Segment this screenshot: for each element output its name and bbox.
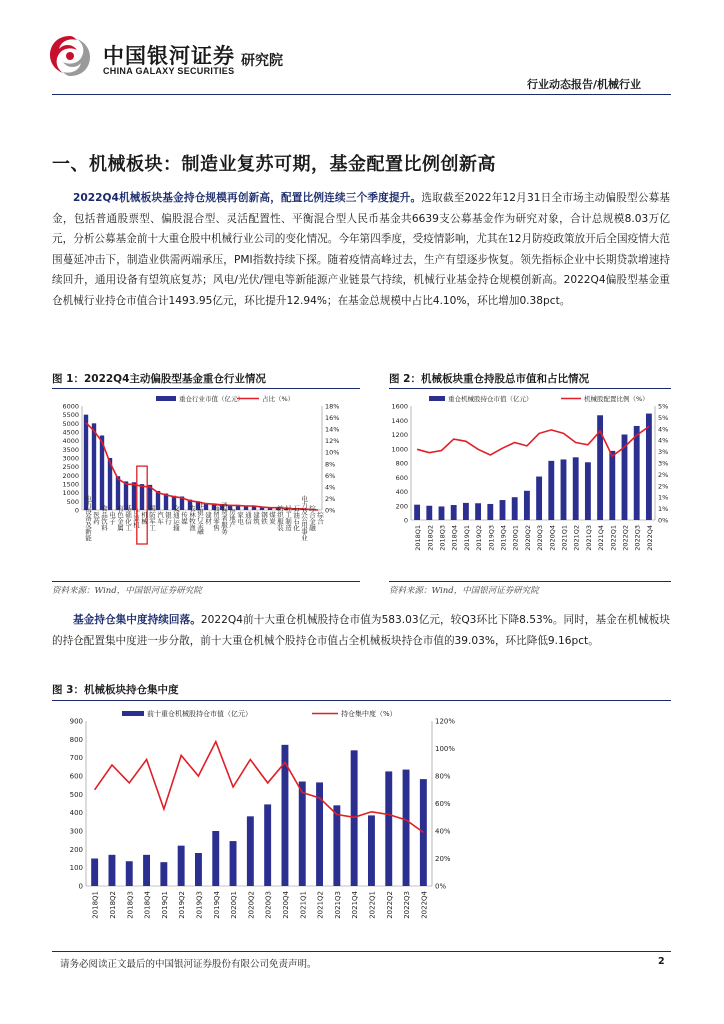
figure-3-title: 图 3：机械板块持仓集中度: [52, 684, 179, 696]
x-tick-label: 2018Q3: [438, 525, 447, 551]
y-tick-label-right: 16%: [325, 414, 340, 423]
figure-1-rule: [52, 388, 360, 389]
x-tick-label: 基础化工: [124, 505, 132, 531]
x-tick-label: 2022Q3: [633, 525, 642, 551]
bar: [463, 503, 469, 520]
bar: [108, 855, 115, 886]
y-tick-label-left: 3000: [62, 454, 79, 463]
paragraph-1: [52, 188, 670, 311]
x-tick-label: 交通运输: [172, 505, 180, 531]
bar: [160, 862, 167, 886]
x-tick-label: 2021Q3: [584, 525, 593, 551]
x-tick-label: 2021Q3: [333, 891, 342, 919]
x-tick-label: 机械: [140, 511, 148, 525]
y-tick-label-left: 500: [69, 790, 83, 799]
y-tick-label-left: 400: [395, 488, 408, 496]
y-tick-label-left: 700: [69, 754, 83, 763]
x-tick-label: 2020Q3: [264, 891, 273, 919]
x-tick-label: 国防军工: [148, 505, 156, 531]
y-tick-label-right: 120%: [435, 717, 456, 726]
company-logo-mark: [47, 33, 93, 79]
bar: [609, 451, 615, 520]
bar: [414, 505, 420, 520]
x-tick-label: 钢铁: [260, 511, 268, 525]
bar: [487, 504, 493, 520]
y-tick-label-left: 5500: [62, 411, 79, 420]
x-tick-label: 2019Q2: [475, 525, 484, 551]
x-tick-label: 2018Q3: [126, 891, 135, 919]
bar: [195, 853, 202, 886]
x-tick-label: 2020Q2: [247, 891, 256, 919]
y-tick-label-right: 40%: [435, 827, 451, 836]
x-tick-label: 2020Q4: [281, 891, 290, 919]
y-tick-label-left: 2000: [62, 471, 79, 480]
chart-concentration: [52, 703, 472, 923]
x-tick-label: 计算机: [132, 508, 140, 528]
paragraph-2-body: 2022Q4前十大重仓机械股持仓市值为583.03亿元，较Q3环比下降8.53%。同时，基金在机械板块的持仓配置集中度进一步分散，前十大重仓机械个股持仓市值占全机械板块持仓市值的39.03%，环比降低9.16pct。: [52, 614, 670, 647]
legend-bar-label: 重仓行业市值（亿元）: [179, 395, 244, 403]
y-tick-label-right: 12%: [325, 437, 340, 446]
bar: [524, 491, 530, 520]
y-tick-label-right: 8%: [325, 460, 336, 469]
bar: [500, 500, 506, 520]
x-tick-label: 煤炭: [268, 511, 276, 525]
x-tick-label: 2022Q1: [609, 525, 618, 551]
page-number: 2: [658, 956, 665, 967]
bar: [333, 805, 340, 886]
x-tick-label: 2020Q4: [548, 525, 557, 551]
y-tick-label-right: 0%: [658, 516, 669, 525]
x-tick-label: 建筑: [252, 511, 260, 525]
report-type: 行业动态报告/机械行业: [527, 78, 642, 91]
bar: [439, 506, 445, 520]
bar: [368, 815, 375, 886]
x-tick-label: 2019Q3: [195, 891, 204, 919]
legend-line-label: 持仓集中度（%）: [341, 710, 397, 718]
bar: [126, 861, 133, 886]
x-tick-label: 建材: [204, 511, 212, 525]
x-tick-label: 2020Q3: [536, 525, 545, 551]
x-tick-label: 2019Q1: [160, 891, 169, 919]
bar: [403, 770, 410, 886]
bar: [634, 426, 640, 520]
x-tick-label: 石油石化: [292, 505, 300, 531]
y-tick-label-right: 4%: [658, 425, 669, 434]
y-tick-label-left: 1400: [391, 416, 408, 425]
x-tick-label: 2020Q1: [230, 891, 239, 919]
bar: [132, 482, 136, 510]
paragraph-2: [52, 610, 670, 651]
x-tick-label: 2022Q4: [420, 891, 429, 919]
bar: [573, 457, 579, 520]
y-tick-label-left: 4000: [62, 437, 79, 446]
x-tick-label: 纺织服装: [276, 505, 284, 531]
x-tick-label: 农林牧渔: [188, 505, 196, 531]
legend-bar-label: 前十重仓机械股持仓市值（亿元）: [147, 710, 252, 718]
y-tick-label-left: 600: [395, 473, 408, 482]
x-tick-label: 2018Q2: [108, 891, 117, 919]
y-tick-label-right: 1%: [658, 505, 669, 514]
company-name-cn: 中国银河证券: [103, 44, 235, 68]
bar: [178, 846, 185, 886]
x-tick-label: 房地产: [228, 508, 236, 528]
bar: [451, 505, 457, 520]
x-tick-label: 电力及公用事业: [300, 495, 308, 541]
y-tick-label-left: 0: [74, 506, 79, 515]
x-tick-label: 食品饮料: [100, 505, 108, 531]
x-tick-label: 2021Q1: [299, 891, 308, 919]
figure-3-rule: [52, 700, 671, 701]
x-tick-label: 2020Q2: [523, 525, 532, 551]
figure-2-rule: [389, 388, 671, 389]
bar: [92, 423, 96, 510]
x-tick-label: 商贸零售: [212, 505, 220, 531]
institute-name: 研究院: [241, 53, 283, 69]
y-tick-label-left: 800: [395, 459, 408, 468]
legend-line-label: 机械股配置比例（%）: [584, 395, 649, 403]
y-tick-label-left: 2500: [62, 463, 79, 472]
y-tick-label-left: 600: [69, 772, 83, 781]
y-tick-label-right: 2%: [658, 482, 669, 491]
x-tick-label: 家电: [236, 511, 244, 525]
x-tick-label: 2018Q4: [143, 891, 152, 919]
bar: [536, 477, 542, 520]
x-tick-label: 电力设备及新能: [84, 495, 92, 541]
y-tick-label-left: 1500: [62, 480, 79, 489]
x-tick-label: 2018Q1: [414, 525, 423, 551]
y-tick-label-right: 1%: [658, 493, 669, 502]
x-tick-label: 通信: [244, 511, 252, 525]
y-tick-label-left: 1000: [62, 489, 79, 498]
x-tick-label: 综合金融: [308, 505, 316, 531]
y-tick-label-right: 10%: [325, 448, 340, 457]
y-tick-label-right: 5%: [658, 413, 669, 422]
y-tick-label-left: 300: [69, 827, 83, 836]
bar: [426, 506, 432, 520]
figure-1-source: 资料来源：Wind，中国银河证券研究院: [52, 586, 202, 596]
x-tick-label: 2019Q2: [178, 891, 187, 919]
bar: [561, 459, 567, 520]
section-title: 一、机械板块：制造业复苏可期，基金配置比例创新高: [52, 154, 496, 175]
x-tick-label: 有色金属: [116, 505, 124, 531]
legend-bar-label: 重仓机械股持仓市值（亿元）: [448, 395, 533, 403]
y-tick-label-left: 1200: [391, 431, 408, 439]
y-tick-label-left: 500: [66, 497, 79, 506]
legend-bar-swatch: [122, 711, 144, 716]
x-tick-label: 2021Q1: [560, 525, 569, 551]
y-tick-label-right: 0%: [325, 506, 336, 515]
x-tick-label: 2022Q3: [403, 891, 412, 919]
x-tick-label: 消费者服务: [220, 501, 228, 535]
x-tick-label: 汽车: [156, 511, 164, 525]
x-tick-label: 传媒: [180, 511, 188, 525]
x-tick-label: 2019Q3: [487, 525, 496, 551]
x-tick-label: 2022Q4: [645, 525, 654, 551]
bar: [212, 831, 219, 886]
x-tick-label: 2022Q2: [621, 525, 630, 551]
y-tick-label-right: 2%: [325, 494, 336, 503]
legend-line-label: 占比（%）: [262, 395, 295, 403]
x-tick-label: 银行: [164, 511, 172, 525]
x-tick-label: 2019Q1: [462, 525, 471, 551]
figure-2-title: 图 2：机械板块重仓持股总市值和占比情况: [389, 373, 589, 385]
header: [0, 0, 724, 100]
y-tick-label-left: 6000: [62, 402, 79, 411]
chart-industry-holdings: [52, 392, 360, 582]
x-tick-label: 2021Q2: [316, 891, 325, 919]
y-tick-label-left: 3500: [62, 445, 79, 454]
y-tick-label-right: 14%: [325, 425, 340, 434]
x-tick-label: 2022Q2: [385, 891, 394, 919]
x-tick-label: 综合: [316, 511, 324, 525]
bar: [91, 859, 98, 887]
bar: [351, 750, 358, 886]
x-tick-label: 2021Q4: [351, 891, 360, 919]
footer-disclaimer: 请务必阅读正文最后的中国银河证券股份有限公司免责声明。: [60, 959, 317, 970]
paragraph-1-body: 选取截至2022年12月31日全市场主动偏股型公募基金，包括普通股票型、偏股混合型、灵活配置性、平衡混合型人民币基金共6639支公募基金作为研究对象，合计总规模8.03万亿元，分析公募基金前十大重仓股中机械行业公司的变化情况。今年第四季度，受疫情影响，尤其在12月防疫政策放开后全国疫情大范围蔓延冲击下，制造业供需两端承压，PMI指数持续下探。随着疫情高峰过去，生产有望逐步恢复。领先指标企业中长期贷款增速持续回升，通用设备有望筑底复苏；风电/光伏/锂电等新能源产业链景气持续，机械行业基金持仓规模创新高。2022Q4偏股型基金重仓机械行业持仓市值合计1493.95亿元，环比提升12.94%；在基金总规模中占比4.10%，环比增加0.38pct。: [52, 192, 671, 307]
x-tick-label: 2019Q4: [212, 891, 221, 919]
figure-1-title: 图 1：2022Q4主动偏股型基金重仓行业情况: [52, 373, 266, 385]
paragraph-1-lead: 2022Q4机械板块基金持仓规模再创新高，配置比例连续三个季度提升。: [73, 192, 422, 204]
x-tick-label: 2022Q1: [368, 891, 377, 919]
y-tick-label-left: 800: [69, 735, 83, 744]
y-tick-label-left: 4500: [62, 428, 79, 437]
x-tick-label: 2021Q2: [572, 525, 581, 551]
bar: [230, 841, 237, 886]
x-tick-label: 2018Q1: [91, 891, 100, 919]
ratio-line: [86, 423, 318, 510]
bar: [140, 484, 144, 510]
y-tick-label-right: 0%: [435, 882, 447, 891]
figure-1-bottom-rule: [52, 581, 360, 582]
y-tick-label-right: 4%: [325, 483, 336, 492]
bar: [512, 497, 518, 520]
x-tick-label: 2018Q4: [450, 525, 459, 551]
y-tick-label-left: 1000: [391, 445, 408, 454]
company-name-en: CHINA GALAXY SECURITIES: [103, 66, 235, 76]
footer-divider: [52, 951, 671, 952]
y-tick-label-left: 5000: [62, 419, 79, 428]
x-tick-label: 轻工制造: [284, 505, 292, 531]
figure-2-bottom-rule: [389, 581, 671, 582]
y-tick-label-right: 3%: [658, 448, 669, 457]
y-tick-label-right: 100%: [435, 745, 456, 753]
y-tick-label-right: 60%: [435, 800, 451, 808]
x-tick-label: 2021Q4: [597, 525, 606, 551]
bar: [475, 503, 481, 520]
bar: [420, 779, 427, 886]
y-tick-label-right: 6%: [325, 471, 336, 480]
x-tick-label: 医药: [92, 511, 100, 525]
y-tick-label-right: 4%: [658, 436, 669, 445]
y-tick-label-right: 3%: [658, 459, 669, 468]
figure-2-source: 资料来源：Wind，中国银河证券研究院: [389, 586, 539, 596]
y-tick-label-right: 2%: [658, 470, 669, 479]
bar: [264, 804, 271, 886]
y-tick-label-right: 18%: [325, 402, 340, 411]
legend-bar-swatch: [429, 396, 445, 401]
y-tick-label-right: 20%: [435, 855, 451, 863]
bar: [247, 816, 254, 886]
y-tick-label-left: 100: [69, 864, 83, 873]
bar: [143, 855, 150, 886]
bar: [646, 414, 652, 520]
bar: [299, 782, 306, 887]
y-tick-label-left: 0: [78, 882, 83, 891]
y-tick-label-left: 400: [69, 809, 83, 818]
header-divider: [52, 94, 671, 95]
y-tick-label-left: 900: [69, 717, 83, 726]
y-tick-label-right: 80%: [435, 772, 451, 781]
x-tick-label: 2019Q4: [499, 525, 508, 551]
legend-bar-swatch: [156, 396, 176, 401]
y-tick-label-left: 200: [69, 845, 83, 854]
bar: [585, 462, 591, 520]
y-tick-label-left: 200: [395, 502, 408, 511]
bar: [385, 771, 392, 886]
y-tick-label-left: 1600: [391, 402, 408, 411]
y-tick-label-left: 0: [403, 516, 408, 525]
paragraph-2-lead: 基金持仓集中度持续回落。: [73, 614, 201, 626]
x-tick-label: 非银行金融: [196, 501, 204, 535]
x-tick-label: 2018Q2: [426, 525, 435, 551]
x-tick-label: 2020Q1: [511, 525, 520, 551]
x-tick-label: 电子: [108, 511, 116, 525]
bar: [548, 461, 554, 520]
y-tick-label-right: 5%: [658, 402, 669, 411]
chart-machinery-holdings: [389, 392, 671, 582]
